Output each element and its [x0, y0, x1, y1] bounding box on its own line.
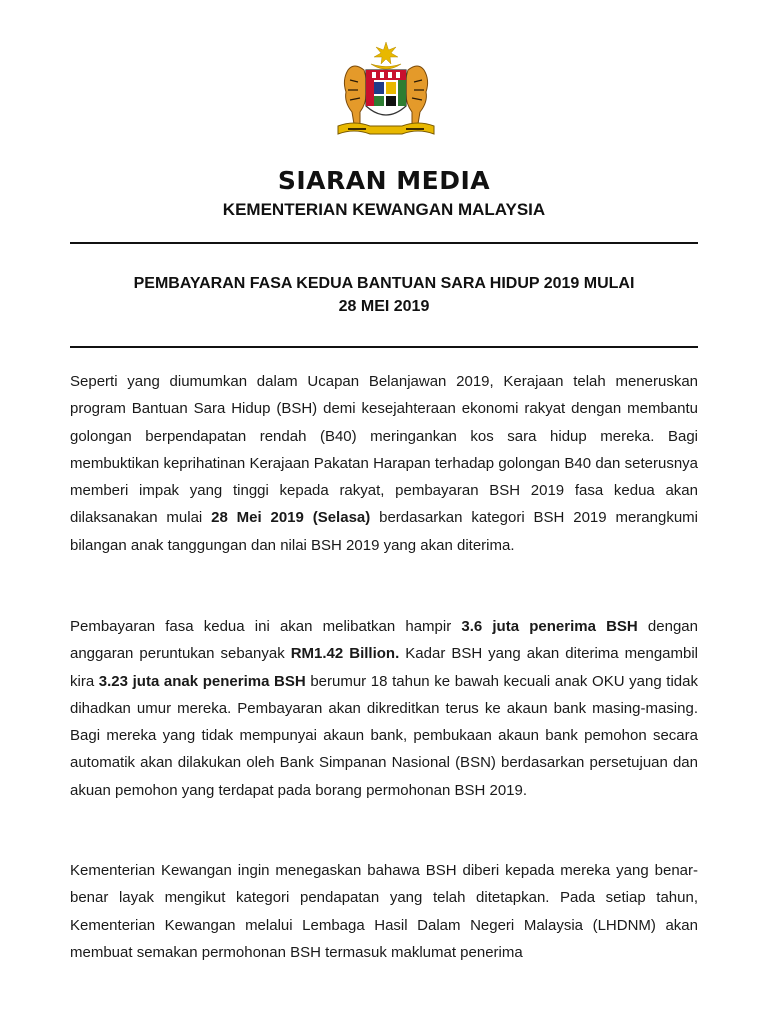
coat-of-arms-icon — [324, 40, 448, 140]
paragraph-text: berdasarkan kategori BSH 2019 merangkumi bilangan anak tanggungan dan nilai BSH 2019 yang akan diterima. — [70, 509, 698, 554]
bold-highlight: 3.6 juta penerima BSH — [461, 618, 638, 635]
paragraph-text: dengan anggaran peruntukan sebanyak — [70, 618, 698, 663]
paragraph-text: Pembayaran fasa kedua ini akan melibatkan hampir — [70, 618, 462, 635]
top-divider — [70, 242, 698, 244]
press-release-headline — [70, 272, 698, 318]
paragraph-text: Kadar BSH yang akan diterima mengambil kira — [70, 645, 699, 690]
bottom-divider — [70, 346, 698, 348]
headline-line-2: 28 MEI 2019 — [338, 298, 430, 315]
body-paragraph-2 — [70, 613, 698, 804]
paragraph-text: Seperti yang diumumkan dalam Ucapan Belanjawan 2019, Kerajaan telah meneruskan program Bantuan Sara Hidup (BSH) demi kesejahteraan ekonomi rakyat dengan membantu golongan berpendapatan rendah (B40) meringankan kos sara hidup mereka. Bagi membuktikan keprihatinan Kerajaan Pakatan Harapan terhadap golongan B40 dan seterusnya memberi impak yang tinggi kepada rakyat, pembayaran BSH 2019 fasa kedua akan dilaksanakan mulai — [70, 373, 698, 527]
bold-highlight: RM1.42 Billion. — [290, 645, 400, 663]
body-paragraph-3 — [70, 857, 698, 966]
body-paragraph-1 — [70, 368, 698, 559]
paragraph-text: Kementerian Kewangan ingin menegaskan bahawa BSH diberi kepada mereka yang benar-benar layak mengikut kategori pendapatan yang telah ditetapkan. Pada setiap tahun, Kementerian Kewangan melalui Lembaga Hasil Dalam Negeri Malaysia (LHDNM) akan membuat semakan permohonan BSH termasuk maklumat penerima — [70, 862, 698, 961]
bold-highlight: 28 Mei 2019 (Selasa) — [211, 509, 371, 527]
bold-highlight: 3.23 juta anak penerima BSH — [98, 672, 306, 690]
paragraph-text: berumur 18 tahun ke bawah kecuali anak OKU yang tidak dihadkan umur mereka. Pembayaran akan dikreditkan terus ke akaun bank masing-masing. Bagi mereka yang tidak mempunyai akaun bank, pembukaan akaun bank pemohon secara automatik akan dilakukan oleh Bank Simpanan Nasional (BSN) berdasarkan persetujuan dan akuan pemohon yang terdapat pada borang permohonan BSH 2019. — [70, 672, 698, 799]
page-title: SIARAN MEDIA — [277, 166, 491, 195]
headline-line-1: PEMBAYARAN FASA KEDUA BANTUAN SARA HIDUP 2019 MULAI — [133, 275, 635, 292]
ministry-name: KEMENTERIAN KEWANGAN MALAYSIA — [222, 200, 546, 219]
